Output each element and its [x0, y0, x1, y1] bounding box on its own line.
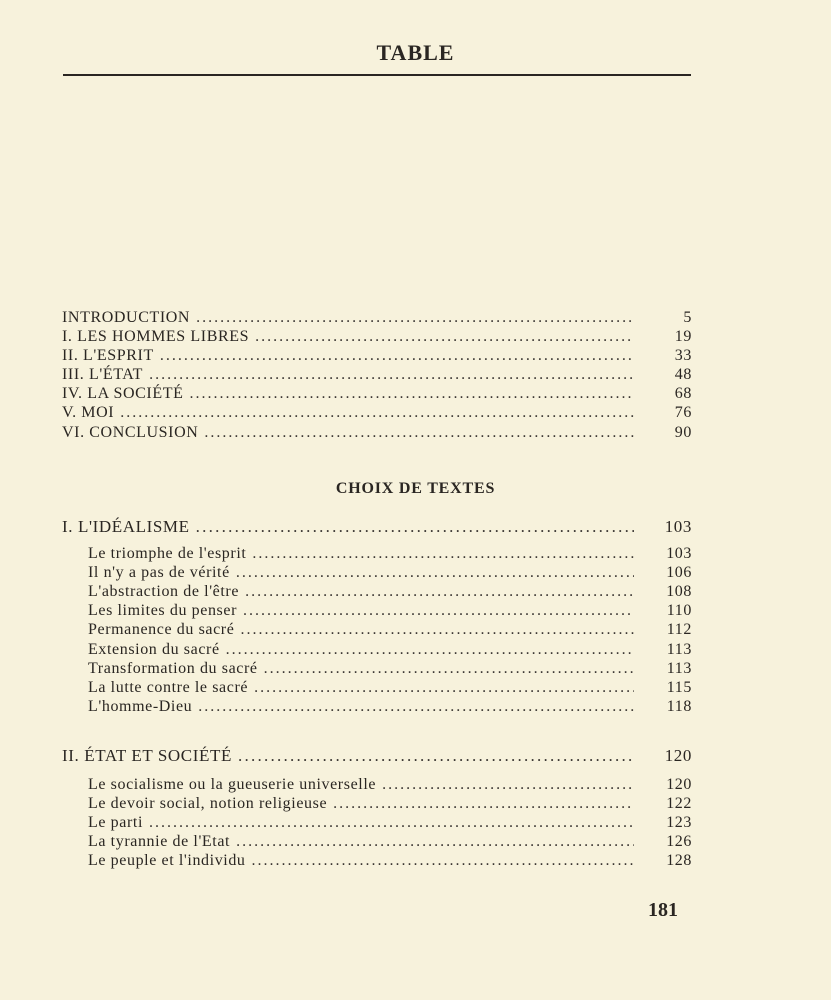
toc-entry [62, 366, 692, 385]
toc-entry-label: Le triomphe de l'esprit [88, 545, 247, 562]
title-rule [63, 74, 691, 76]
leader-dots [120, 404, 634, 422]
toc-entry-label: Extension du sacré [88, 641, 220, 658]
toc-entry-label: VI. CONCLUSION [62, 424, 199, 441]
toc-entry-page: 48 [674, 366, 692, 383]
toc-entry-page: 106 [666, 564, 692, 581]
leader-dots [333, 795, 634, 813]
toc-entry-label: Les limites du penser [88, 602, 238, 619]
toc-entry [62, 309, 692, 328]
toc-entry-label: La lutte contre le sacré [88, 679, 249, 696]
toc-entry-page: 113 [666, 641, 692, 658]
leader-dots [382, 776, 634, 794]
toc-entry-label: L'abstraction de l'être [88, 583, 240, 600]
toc-entry-page: 90 [674, 424, 692, 441]
toc-sub-entry [88, 833, 692, 852]
toc-entry-label: Il n'y a pas de vérité [88, 564, 230, 581]
leader-dots [189, 385, 634, 403]
toc-part-entry [62, 746, 692, 765]
toc-entry-page: 19 [674, 328, 692, 345]
leader-dots [255, 328, 634, 346]
toc-entry-label: Le parti [88, 814, 143, 831]
toc-entry [62, 404, 692, 423]
toc-sub-entry [88, 621, 692, 640]
page-title: TABLE [376, 40, 455, 65]
toc-entry-page: 33 [674, 347, 692, 364]
leader-dots [149, 814, 634, 832]
toc-entry-page: 103 [666, 545, 692, 562]
toc-sub-entry [88, 545, 692, 564]
toc-sub-entry [88, 814, 692, 833]
toc-entry-label: III. L'ÉTAT [62, 366, 144, 383]
toc-entry [62, 347, 692, 366]
leader-dots [243, 602, 634, 620]
toc-entry-label: La tyrannie de l'Etat [88, 833, 231, 850]
toc-entry-page: 113 [666, 660, 692, 677]
toc-entry-page: 120 [666, 776, 692, 793]
toc-entry-page: 123 [666, 814, 692, 831]
leader-dots [264, 660, 634, 678]
toc-entry [62, 424, 692, 443]
page-number: 181 [648, 899, 678, 921]
toc-sub-entry [88, 795, 692, 814]
toc-entry-label: Le devoir social, notion religieuse [88, 795, 328, 812]
toc-sub-entry [88, 698, 692, 717]
leader-dots [160, 347, 634, 365]
toc-sub-entry [88, 679, 692, 698]
toc-entry-label: V. MOI [62, 404, 115, 421]
toc-entry [62, 328, 692, 347]
toc-entry-page: 120 [664, 746, 692, 765]
leader-dots [149, 366, 634, 384]
toc-sub-entry [88, 852, 692, 871]
leader-dots [254, 679, 634, 697]
toc-entry-page: 115 [666, 679, 692, 696]
toc-entry-page: 128 [666, 852, 692, 869]
toc-entry-page: 118 [666, 698, 692, 715]
toc-entry-label: Permanence du sacré [88, 621, 235, 638]
toc-entry-page: 122 [666, 795, 692, 812]
leader-dots [252, 545, 634, 563]
toc-entry-page: 68 [674, 385, 692, 402]
leader-dots [196, 517, 634, 537]
leader-dots [204, 424, 634, 442]
toc-entry-label: INTRODUCTION [62, 309, 191, 326]
toc-entry-label: IV. LA SOCIÉTÉ [62, 385, 184, 402]
toc-sub-entry [88, 583, 692, 602]
leader-dots [252, 852, 634, 870]
toc-entry-page: 110 [666, 602, 692, 619]
toc-sub-entry [88, 776, 692, 795]
leader-dots [236, 564, 634, 582]
toc-entry-page: 112 [666, 621, 692, 638]
leader-dots [236, 833, 634, 851]
toc-entry-label: II. L'ESPRIT [62, 347, 154, 364]
toc-entry [62, 385, 692, 404]
toc-entry-label: Transformation du sacré [88, 660, 258, 677]
toc-part-entry [62, 517, 692, 536]
toc-entry-page: 76 [674, 404, 692, 421]
toc-entry-page: 103 [664, 517, 692, 536]
toc-entry-label: I. L'IDÉALISME [62, 517, 190, 536]
section-heading: CHOIX DE TEXTES [335, 480, 496, 497]
leader-dots [226, 641, 634, 659]
leader-dots [196, 309, 634, 327]
toc-entry-page: 126 [666, 833, 692, 850]
leader-dots [238, 746, 634, 766]
toc-entry-label: II. ÉTAT ET SOCIÉTÉ [62, 746, 232, 765]
toc-sub-entry [88, 602, 692, 621]
toc-entry-label: I. LES HOMMES LIBRES [62, 328, 250, 345]
toc-entry-page: 5 [683, 309, 692, 326]
toc-sub-entry [88, 660, 692, 679]
toc-sub-entry [88, 564, 692, 583]
leader-dots [198, 698, 634, 716]
toc-entry-label: L'homme-Dieu [88, 698, 193, 715]
toc-entry-label: Le socialisme ou la gueuserie universelle [88, 776, 377, 793]
toc-sub-entry [88, 641, 692, 660]
leader-dots [240, 621, 634, 639]
toc-entry-label: Le peuple et l'individu [88, 852, 246, 869]
leader-dots [245, 583, 634, 601]
toc-entry-page: 108 [666, 583, 692, 600]
